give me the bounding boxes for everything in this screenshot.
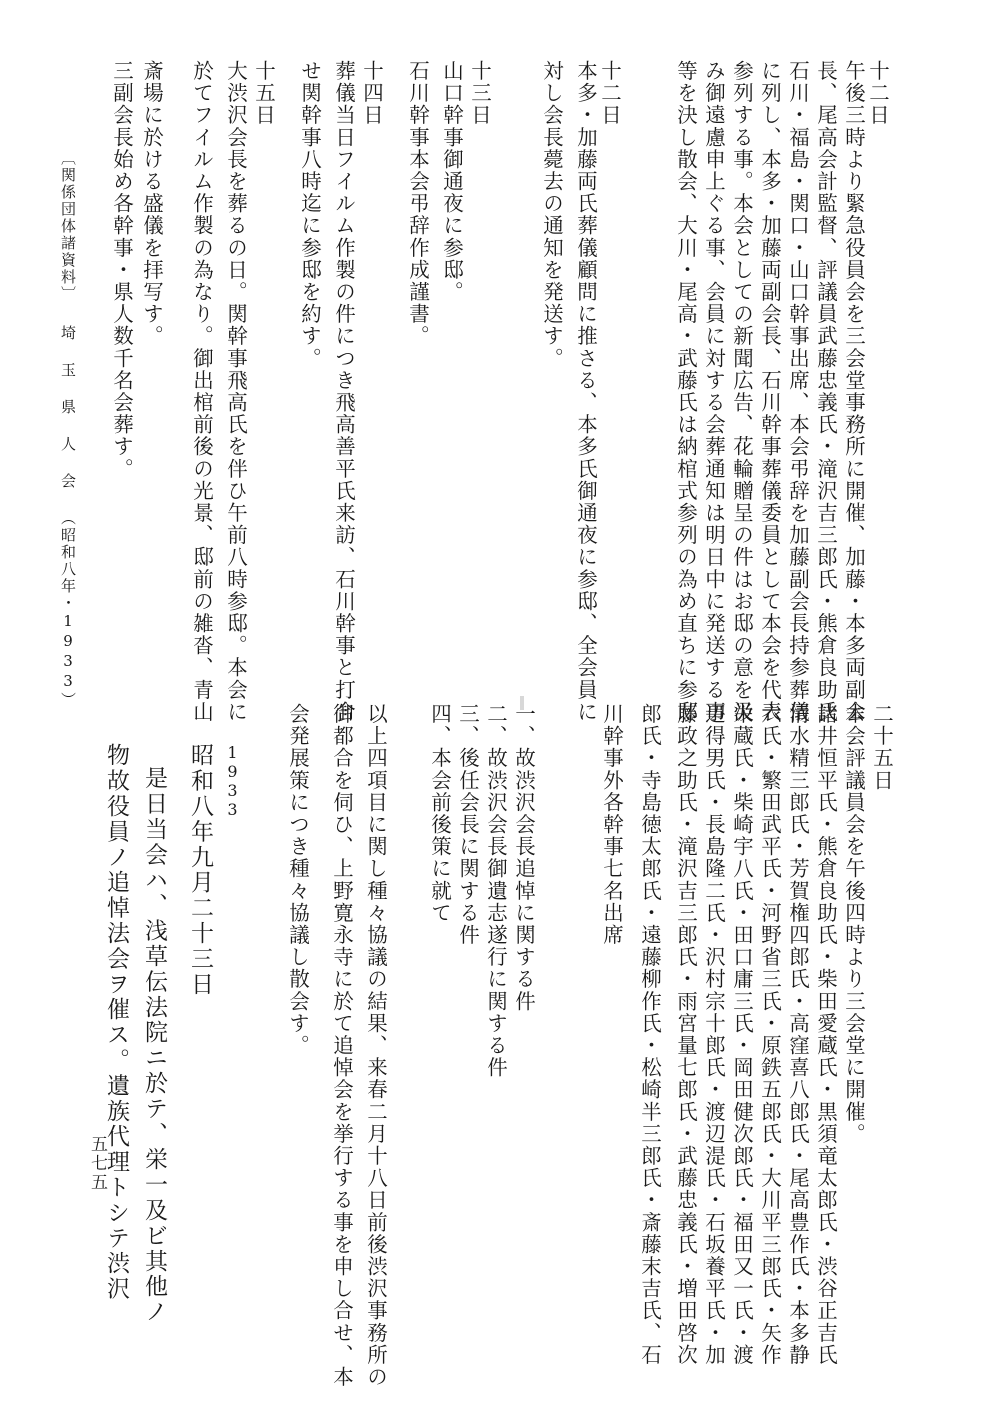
text-column: 山口幹事御通夜に参邸。 (439, 60, 464, 304)
text-column: 三副会長始め各幹事・県人数千名会葬す。 (109, 60, 134, 480)
text-column: 以上四項目に関し種々協議の結果、来春二月十八日前後渋沢事務所の (363, 703, 388, 1389)
text-column: 参列する事。本会としての新聞広告、花輪贈呈の件はお邸の意を汲 (729, 60, 754, 723)
text-column: 大渋沢会長を葬るの日。関幹事飛高氏を伴ひ午前八時参邸。本会に (223, 60, 248, 723)
text-column: 等を決し散会、大川・尾高・武藤氏は納棺式参列の為め直ちに参邸 (673, 60, 698, 723)
date-heading: 十四日 (359, 60, 384, 127)
text-column: 諸井恒平氏・熊倉良助氏・柴田愛蔵氏・黒須竜太郎氏・渋谷正吉氏 (813, 703, 838, 1366)
agenda-item: 四、本会前後策に就て (427, 703, 452, 924)
text-column: 長、尾高会計監督、評議員武藤忠義氏・滝沢吉三郎氏・熊倉良助氏 (813, 60, 838, 723)
page-number: 五七五 (87, 1135, 107, 1192)
text-column: み御遠慮申上ぐる事、会員に対する会葬通知は明日中に発送する事 (701, 60, 726, 723)
text-column: 石川・福島・関口・山口幹事出席、本会弔辞を加藤副会長持参葬儀 (785, 60, 810, 723)
date-heading: 十二日 (597, 60, 622, 127)
agenda-item: 一、故渋沢会長追悼に関する件 (511, 703, 536, 1013)
source-title: 埼 玉 県 人 会 （昭和八年・1933） (59, 325, 77, 709)
text-column: 清水精三郎氏・芳賀権四郎氏・高窪喜八郎氏・尾高豊作氏・本多静 (785, 703, 810, 1366)
text-column: 葬儀当日フイルム作製の件につき飛高善平氏来訪、石川幹事と打合 (331, 60, 356, 723)
text-column: 対し会長薨去の通知を発送す。 (539, 60, 564, 370)
text-column: 会発展策につき種々協議し散会す。 (285, 703, 310, 1057)
text-column: 本多・加藤両氏葬儀顧問に推さる、本多氏御通夜に参邸、全会員に (573, 60, 598, 723)
date-heading: 十五日 (251, 60, 276, 127)
text-column: 午後三時より緊急役員会を三会堂事務所に開催、加藤・本多両副会 (841, 60, 866, 723)
agenda-item: 二、故渋沢会長御遺志遂行に関する件 (483, 703, 508, 1079)
text-column: 石川幹事本会弔辞作成謹書。 (405, 60, 430, 348)
text-column: 辺得男氏・長島隆二氏・沢村宗十郎氏・渡辺湜氏・石坂養平氏・加 (701, 703, 726, 1366)
text-column: 斎場に於ける盛儀を拝写す。 (139, 60, 164, 348)
agenda-item: 三、後任会長に関する件 (455, 703, 480, 947)
date-heading: 二十五日 (869, 703, 894, 792)
text-column: に列し、本多・加藤両副会長、石川幹事葬儀委員として本会を代表 (757, 60, 782, 723)
date-heading: 十二日 (865, 60, 890, 127)
text-column: 栄蔵氏・柴崎宇八氏・田口庸三氏・岡田健次郎氏・福田又一氏・渡 (729, 703, 754, 1366)
date-heading: 十三日 (467, 60, 492, 127)
text-column: 御都合を伺ひ、上野寛永寺に於て追悼会を挙行する事を申し合せ、本 (329, 703, 354, 1389)
document-year: 1933 (223, 743, 242, 819)
text-column: 郎氏・寺島徳太郎氏・遠藤柳作氏・松崎半三郎氏・斎藤末吉氏、石 (637, 703, 662, 1366)
document-date: 昭和八年九月二十三日 (187, 743, 213, 997)
document-line: 物故役員ノ追悼法会ヲ催ス。遺族代理トシテ渋沢 (103, 743, 129, 1302)
text-column: せ関幹事八時迄に参邸を約す。 (297, 60, 322, 370)
text-column: 本会評議員会を午後四時より三会堂に開催。 (841, 703, 866, 1145)
text-column: 川幹事外各幹事七名出席 (599, 703, 624, 947)
text-column: 藤政之助氏・滝沢吉三郎氏・雨宮量七郎氏・武藤忠義氏・増田啓次 (673, 703, 698, 1366)
source-note: 〔関係団体諸資料〕 (59, 150, 77, 303)
document-line: 是日当会ハ、浅草伝法院ニ於テ、栄一及ビ其他ノ (141, 766, 167, 1325)
text-column: 六氏・繁田武平氏・河野省三氏・原鉄五郎氏・大川平三郎氏・矢作 (757, 703, 782, 1366)
text-column: 於てフイルム作製の為なり。御出棺前後の光景、邸前の雑沓、青山 (189, 60, 214, 723)
